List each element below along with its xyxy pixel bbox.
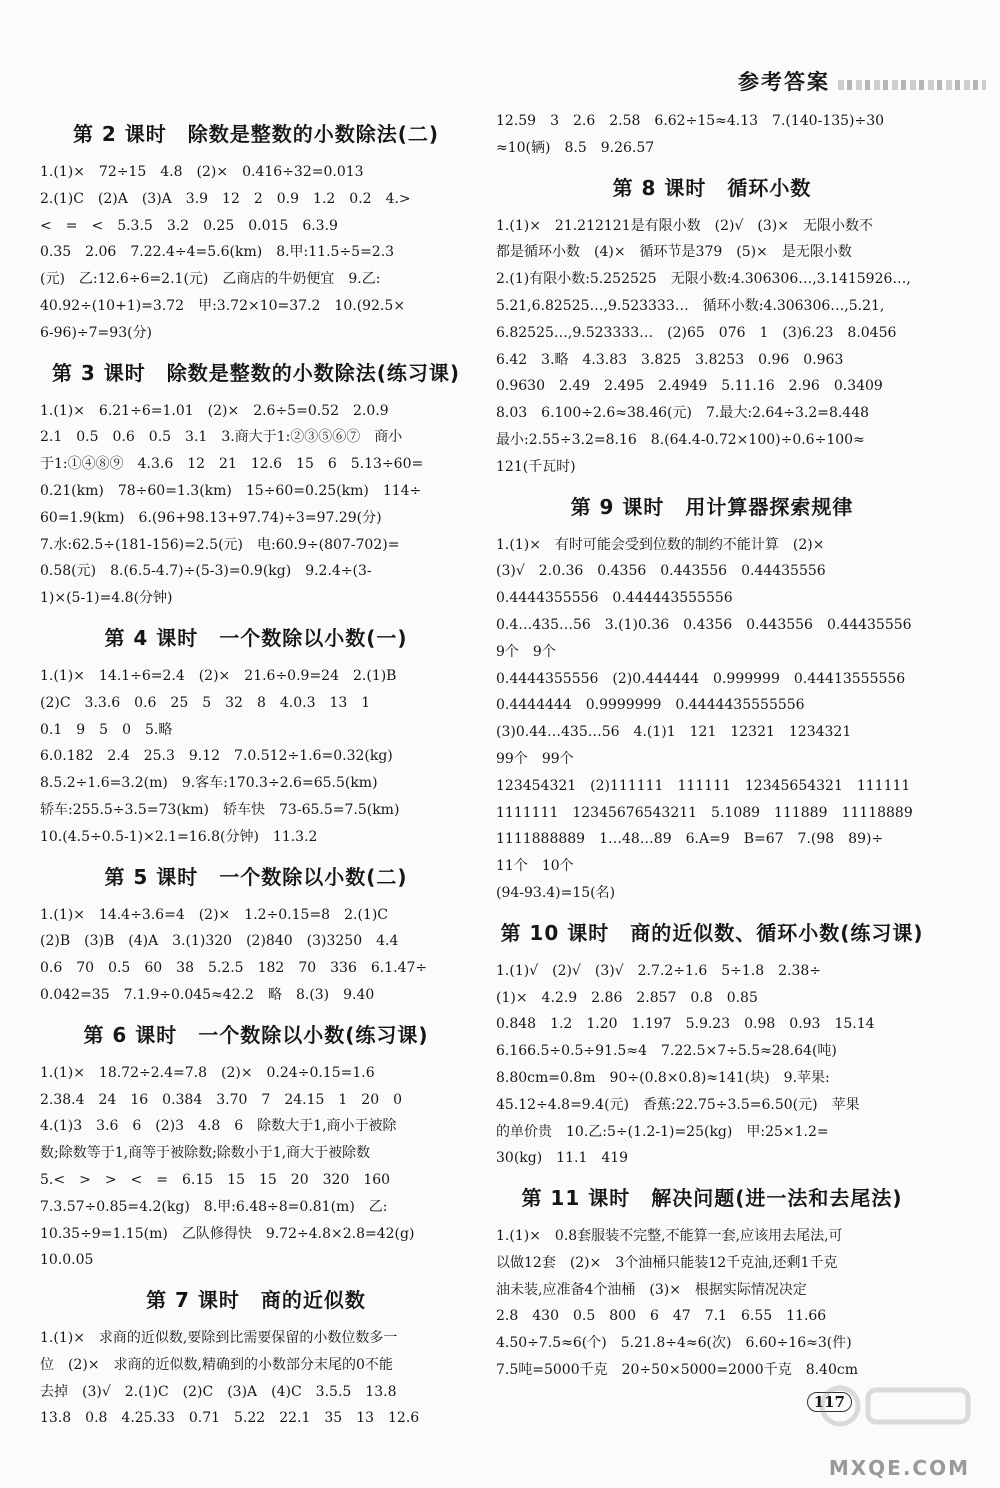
answer-line: (1)× 4.2.9 2.86 2.857 0.8 0.85 xyxy=(496,989,758,1006)
right-column xyxy=(496,108,928,1384)
answer-line: 的单价贵 10.乙:5÷(1.2-1)=25(kg) 甲:25×1.2= xyxy=(496,1123,829,1140)
answer-line: 1.(1)× 18.72÷2.4=7.8 (2)× 0.24÷0.15=1.6 xyxy=(40,1064,375,1081)
answer-line: 10.0.05 xyxy=(40,1252,94,1269)
answer-line: 0.848 1.2 1.20 1.197 5.9.23 0.98 0.93 15.14 xyxy=(496,1016,875,1033)
answer-line: 0.9630 2.49 2.495 2.4949 5.11.16 2.96 0.3409 xyxy=(496,378,883,395)
answer-line: 0.35 2.06 7.22.4÷4=5.6(km) 8.甲:11.5÷5=2.3 xyxy=(40,244,395,261)
answer-section xyxy=(496,491,928,907)
answer-line: 1.(1)× 0.8套服装不完整,不能算一套,应该用去尾法,可 xyxy=(496,1228,843,1245)
answer-line: 99个 99个 xyxy=(496,750,574,767)
answer-line: 0.4444444 0.9999999 0.4444435555556 xyxy=(496,697,805,714)
answer-line: 12.59 3 2.6 2.58 6.62÷15≈4.13 7.(140-135)÷30 xyxy=(496,113,885,129)
answer-line: 2.38.4 24 16 0.384 3.70 7 24.15 1 20 0 xyxy=(40,1091,403,1108)
answer-line: 去掉 (3)√ 2.(1)C (2)C (3)A (4)C 3.5.5 13.8 xyxy=(40,1383,397,1400)
section-heading: 第 10 课时 商的近似数、循环小数(练习课) xyxy=(500,920,924,945)
answer-line: 轿车:255.5÷3.5=73(km) 轿车快 73-65.5=7.5(km) xyxy=(40,801,400,818)
answer-line: 数;除数等于1,商等于被除数;除数小于1,商大于被除数 xyxy=(40,1145,371,1162)
answer-line: 1.(1)× 6.21÷6=1.01 (2)× 2.6÷5=0.52 2.0.9 xyxy=(40,402,389,419)
answer-line: 123454321 (2)111111 111111 12345654321 111111 xyxy=(496,777,911,794)
answer-section xyxy=(40,861,472,1009)
answer-line: 以做12套 (2)× 3个油桶只能装12千克油,还剩1千克 xyxy=(496,1254,838,1271)
answer-line: 0.042=35 7.1.9÷0.045≈42.2 略 8.(3) 9.40 xyxy=(40,986,375,1003)
answer-line: 8.80cm=0.8m 90÷(0.8×0.8)≈141(块) 9.苹果: xyxy=(496,1069,830,1086)
answer-line: 1.(1)× 72÷15 4.8 (2)× 0.416÷32=0.013 xyxy=(40,164,364,180)
answer-section xyxy=(40,1019,472,1274)
answer-line: 6.42 3.略 4.3.83 3.825 3.8253 0.96 0.963 xyxy=(496,351,844,368)
answer-line: 45.12÷4.8=9.4(元) 香蕉:22.75÷3.5=6.50(元) 苹果 xyxy=(496,1096,860,1113)
answer-line: 8.03 6.100÷2.6≈38.46(元) 7.最大:2.64÷3.2=8.448 xyxy=(496,405,870,422)
header-title: 参考答案 xyxy=(738,70,830,94)
answer-line: 1111111 12345676543211 5.1089 111889 11118889 xyxy=(496,804,913,821)
answer-section xyxy=(40,357,472,612)
answer-section xyxy=(40,1284,472,1432)
answer-line: 6.166.5÷0.5÷91.5≈4 7.22.5×7÷5.5≈28.64(吨) xyxy=(496,1043,837,1060)
answer-section xyxy=(40,622,472,851)
answer-line: 5.< > > < = 6.15 15 15 20 320 160 xyxy=(40,1171,391,1188)
answer-line: 7.水:62.5÷(181-156)=2.5(元) 电:60.9÷(807-702)= xyxy=(40,536,400,553)
answer-line: 0.58(元) 8.(6.5-4.7)÷(5-3)=0.9(kg) 9.2.4÷(3- xyxy=(40,563,372,580)
answer-line: 都是循环小数 (4)× 循环节是379 (5)× 是无限小数 xyxy=(496,244,852,261)
answer-line: 6.0.182 2.4 25.3 9.12 7.0.512÷1.6=0.32(kg) xyxy=(40,748,393,765)
answer-line: 30(kg) 11.1 419 xyxy=(496,1150,629,1167)
section-heading: 第 2 课时 除数是整数的小数除法(二) xyxy=(72,122,440,146)
section-heading: 第 6 课时 一个数除以小数(练习课) xyxy=(83,1022,429,1047)
answer-line: 1.(1)× 求商的近似数,要除到比需要保留的小数位数多一 xyxy=(40,1330,398,1347)
answer-line: 2.8 430 0.5 800 6 47 7.1 6.55 11.66 xyxy=(496,1308,827,1325)
answer-line: 0.4444355556 (2)0.444444 0.999999 0.44413555556 xyxy=(496,670,906,687)
answer-line: 0.4…435…56 3.(1)0.36 0.4356 0.443556 0.44435556 xyxy=(496,616,912,633)
answer-line: 7.3.57÷0.85=4.2(kg) 8.甲:6.48÷8=0.81(m) 乙: xyxy=(40,1198,388,1215)
section-heading: 第 8 课时 循环小数 xyxy=(612,175,812,200)
answer-line: 121(千瓦时) xyxy=(496,458,576,475)
answer-line: 8.5.2÷1.6=3.2(m) 9.客车:170.3÷2.6=65.5(km) xyxy=(40,775,378,792)
header-decoration xyxy=(838,80,986,90)
answer-line: 2.1 0.5 0.6 0.5 3.1 3.商大于1:②③⑤⑥⑦ 商小 xyxy=(40,429,403,446)
section-heading: 第 4 课时 一个数除以小数(一) xyxy=(104,625,408,650)
answer-line: 9个 9个 xyxy=(496,643,556,660)
answer-line: 1.(1)× 21.212121是有限小数 (2)√ (3)× 无限小数不 xyxy=(496,217,873,234)
section-heading: 第 11 课时 解决问题(进一法和去尾法) xyxy=(521,1186,903,1211)
answer-section xyxy=(496,108,928,162)
answer-line: 10.(4.5÷0.5-1)×2.1=16.8(分钟) 11.3.2 xyxy=(40,828,318,845)
answer-line: (3)0.44…435…56 4.(1)1 121 12321 1234321 xyxy=(496,724,852,741)
answer-line: 2.(1)有限小数:5.252525 无限小数:4.306306…,3.1415926…, xyxy=(496,271,911,288)
section-heading: 第 9 课时 用计算器探索规律 xyxy=(570,494,854,519)
left-column xyxy=(40,108,472,1432)
answer-line: (2)B (3)B (4)A 3.(1)320 (2)840 (3)3250 4.4 xyxy=(40,933,399,950)
answer-line: 位 (2)× 求商的近似数,精确到的小数部分末尾的0不能 xyxy=(40,1356,393,1373)
answer-section xyxy=(496,172,928,481)
answer-line: 0.1 9 5 0 5.略 xyxy=(40,721,173,738)
answer-line: 1111888889 1…48…89 6.A=9 B=67 7.(98 89)÷ xyxy=(496,831,884,848)
answer-section xyxy=(40,118,472,347)
answer-line: 0.21(km) 78÷60=1.3(km) 15÷60=0.25(km) 114÷ xyxy=(40,482,422,499)
answer-line: 6.82525…,9.523333… (2)65 076 1 (3)6.23 8.0456 xyxy=(496,324,897,341)
answer-line: 0.4444355556 0.444443555556 xyxy=(496,590,733,607)
answer-line: 60=1.9(km) 6.(96+98.13+97.74)÷3=97.29(分) xyxy=(40,509,382,526)
answer-line: 1.(1)√ (2)√ (3)√ 2.7.2÷1.6 5÷1.8 2.38÷ xyxy=(496,962,822,979)
answer-line: 40.92÷(10+1)=3.72 甲:3.72×10=37.2 10.(92.5× xyxy=(40,297,406,314)
section-heading: 第 7 课时 商的近似数 xyxy=(146,1288,366,1313)
answer-line: 于1:①④⑧⑨ 4.3.6 12 21 12.6 15 6 5.13÷60= xyxy=(40,456,424,473)
answer-line: (元) 乙:12.6÷6=2.1(元) 乙商店的牛奶便宜 9.乙: xyxy=(40,271,381,288)
answer-line: 13.8 0.8 4.25.33 0.71 5.22 22.1 35 13 12.6 xyxy=(40,1410,420,1427)
answer-line: 7.5吨=5000千克 20÷50×5000=2000千克 8.40cm xyxy=(496,1362,858,1379)
answer-line: (2)C 3.3.6 0.6 25 5 32 8 4.0.3 13 1 xyxy=(40,694,371,711)
answer-line: ≈10(辆) 8.5 9.26.57 xyxy=(496,139,655,156)
answer-line: 1.(1)× 14.4÷3.6=4 (2)× 1.2÷0.15=8 2.(1)C xyxy=(40,906,388,923)
answer-line: 11个 10个 xyxy=(496,858,574,875)
answer-line: 1.(1)× 有时可能会受到位数的制约不能计算 (2)× xyxy=(496,536,825,553)
answer-line: (94-93.4)=15(名) xyxy=(496,884,616,901)
answer-line: 5.21,6.82525…,9.523333… 循环小数:4.306306…,5.21, xyxy=(496,297,885,314)
answer-section xyxy=(496,1182,928,1384)
section-heading: 第 5 课时 一个数除以小数(二) xyxy=(104,864,408,889)
answer-line: 1)×(5-1)=4.8(分钟) xyxy=(40,590,173,607)
watermark-logo xyxy=(810,1378,980,1448)
section-heading: 第 3 课时 除数是整数的小数除法(练习课) xyxy=(51,360,461,385)
answer-line: (3)√ 2.0.36 0.4356 0.443556 0.44435556 xyxy=(496,563,826,580)
answer-section xyxy=(496,917,928,1172)
answer-line: 最小:2.55÷3.2=8.16 8.(64.4-0.72×100)÷0.6÷100≈ xyxy=(496,431,865,448)
answer-line: 1.(1)× 14.1÷6=2.4 (2)× 21.6÷0.9=24 2.(1)B xyxy=(40,667,397,684)
watermark-text: MXQE.COM xyxy=(828,1456,970,1480)
answer-line: < = < 5.3.5 3.2 0.25 0.015 6.3.9 xyxy=(40,217,338,234)
answer-line: 6-96)÷7=93(分) xyxy=(40,324,153,341)
answer-line: 4.(1)3 3.6 6 (2)3 4.8 6 除数大于1,商小于被除 xyxy=(40,1118,397,1135)
answer-line: 0.6 70 0.5 60 38 5.2.5 182 70 336 6.1.47÷ xyxy=(40,960,428,977)
answer-line: 2.(1)C (2)A (3)A 3.9 12 2 0.9 1.2 0.2 4.> xyxy=(40,190,411,207)
answer-line: 10.35÷9=1.15(m) 乙队修得快 9.72÷4.8×2.8=42(g) xyxy=(40,1225,415,1242)
answer-line: 油未装,应准备4个油桶 (3)× 根据实际情况决定 xyxy=(496,1281,807,1298)
page-number: 117 xyxy=(807,1392,852,1412)
answer-line: 4.50÷7.5≈6(个) 5.21.8÷4≈6(次) 6.60÷16≈3(件) xyxy=(496,1335,852,1352)
